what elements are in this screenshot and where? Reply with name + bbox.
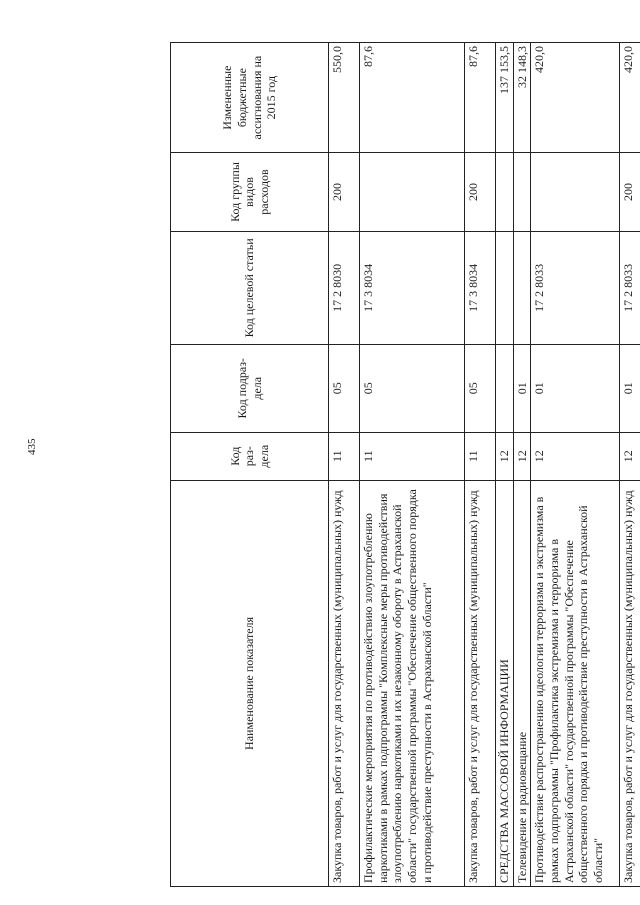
row-target-code: 17 2 8033	[531, 231, 620, 344]
row-name: Профилактические мероприятия по противодействию злоупотреблению наркотиками в рамках подпрограммы "Комплексные меры противодействия злоупотреблению наркотиками и их незаконному обороту в Астраханской области" государственной программы "Обеспечение общественного порядка и противодействие преступности в Астраханской области"	[360, 480, 465, 886]
row-target-code: 17 3 8034	[465, 231, 496, 344]
row-name: Противодействие распространению идеологии терроризма и экстремизма в рамках подпрограммы "Профилактика экстремизма и терроризма в Астраханской области" государственной программы "Обеспечение общественного порядка и противодействие преступности в Астраханской области"	[531, 480, 620, 886]
row-amount: 87,6	[360, 43, 465, 153]
table-row	[496, 43, 514, 887]
row-name: Закупка товаров, работ и услуг для государственных (муниципальных) нужд	[465, 480, 496, 886]
header-section-code: Код раз-дела	[171, 432, 329, 480]
row-name: СРЕДСТВА МАССОВОЙ ИНФОРМАЦИИ	[496, 480, 514, 886]
row-target-code: 17 2 8030	[329, 231, 360, 344]
row-section-code: 12	[620, 432, 640, 480]
row-section-code: 12	[513, 432, 531, 480]
row-target-code: 17 2 8033	[620, 231, 640, 344]
row-target-code	[496, 231, 514, 344]
row-amount: 87,6	[465, 43, 496, 153]
row-amount: 32 148,3	[513, 43, 531, 153]
budget-table-container	[170, 42, 636, 887]
header-amount: Измененные бюджетные ассигнования на 2015 год	[171, 43, 329, 153]
row-section-code: 11	[465, 432, 496, 480]
row-target-code: 17 3 8034	[360, 231, 465, 344]
row-subsection-code: 01	[513, 344, 531, 432]
table-row	[531, 43, 620, 887]
row-section-code: 11	[360, 432, 465, 480]
row-section-code: 12	[496, 432, 514, 480]
row-subsection-code: 01	[531, 344, 620, 432]
row-expense-group-code: 200	[329, 153, 360, 232]
row-name: Закупка товаров, работ и услуг для государственных (муниципальных) нужд	[620, 480, 640, 886]
table-row	[360, 43, 465, 887]
row-subsection-code: 05	[360, 344, 465, 432]
header-expense-group-code: Код группы видов расходов	[171, 153, 329, 232]
row-subsection-code: 05	[329, 344, 360, 432]
header-target-code: Код целевой статьи	[171, 231, 329, 344]
row-section-code: 11	[329, 432, 360, 480]
row-subsection-code	[496, 344, 514, 432]
budget-table	[170, 42, 640, 887]
row-expense-group-code	[531, 153, 620, 232]
row-amount: 550,0	[329, 43, 360, 153]
table-header-row	[171, 43, 329, 887]
table-row	[329, 43, 360, 887]
row-expense-group-code	[513, 153, 531, 232]
row-subsection-code: 01	[620, 344, 640, 432]
table-row	[513, 43, 531, 887]
header-subsection-code: Код подраз-дела	[171, 344, 329, 432]
row-amount: 420,0	[531, 43, 620, 153]
page-number: 435	[26, 438, 38, 455]
row-expense-group-code	[360, 153, 465, 232]
row-expense-group-code: 200	[465, 153, 496, 232]
row-name: Закупка товаров, работ и услуг для государственных (муниципальных) нужд	[329, 480, 360, 886]
row-amount: 137 153,5	[496, 43, 514, 153]
row-subsection-code: 05	[465, 344, 496, 432]
table-row	[620, 43, 640, 887]
row-section-code: 12	[531, 432, 620, 480]
row-expense-group-code: 200	[620, 153, 640, 232]
row-amount: 420,0	[620, 43, 640, 153]
header-name: Наименование показателя	[171, 480, 329, 886]
table-row	[465, 43, 496, 887]
row-expense-group-code	[496, 153, 514, 232]
row-name: Телевидение и радиовещание	[513, 480, 531, 886]
row-target-code	[513, 231, 531, 344]
